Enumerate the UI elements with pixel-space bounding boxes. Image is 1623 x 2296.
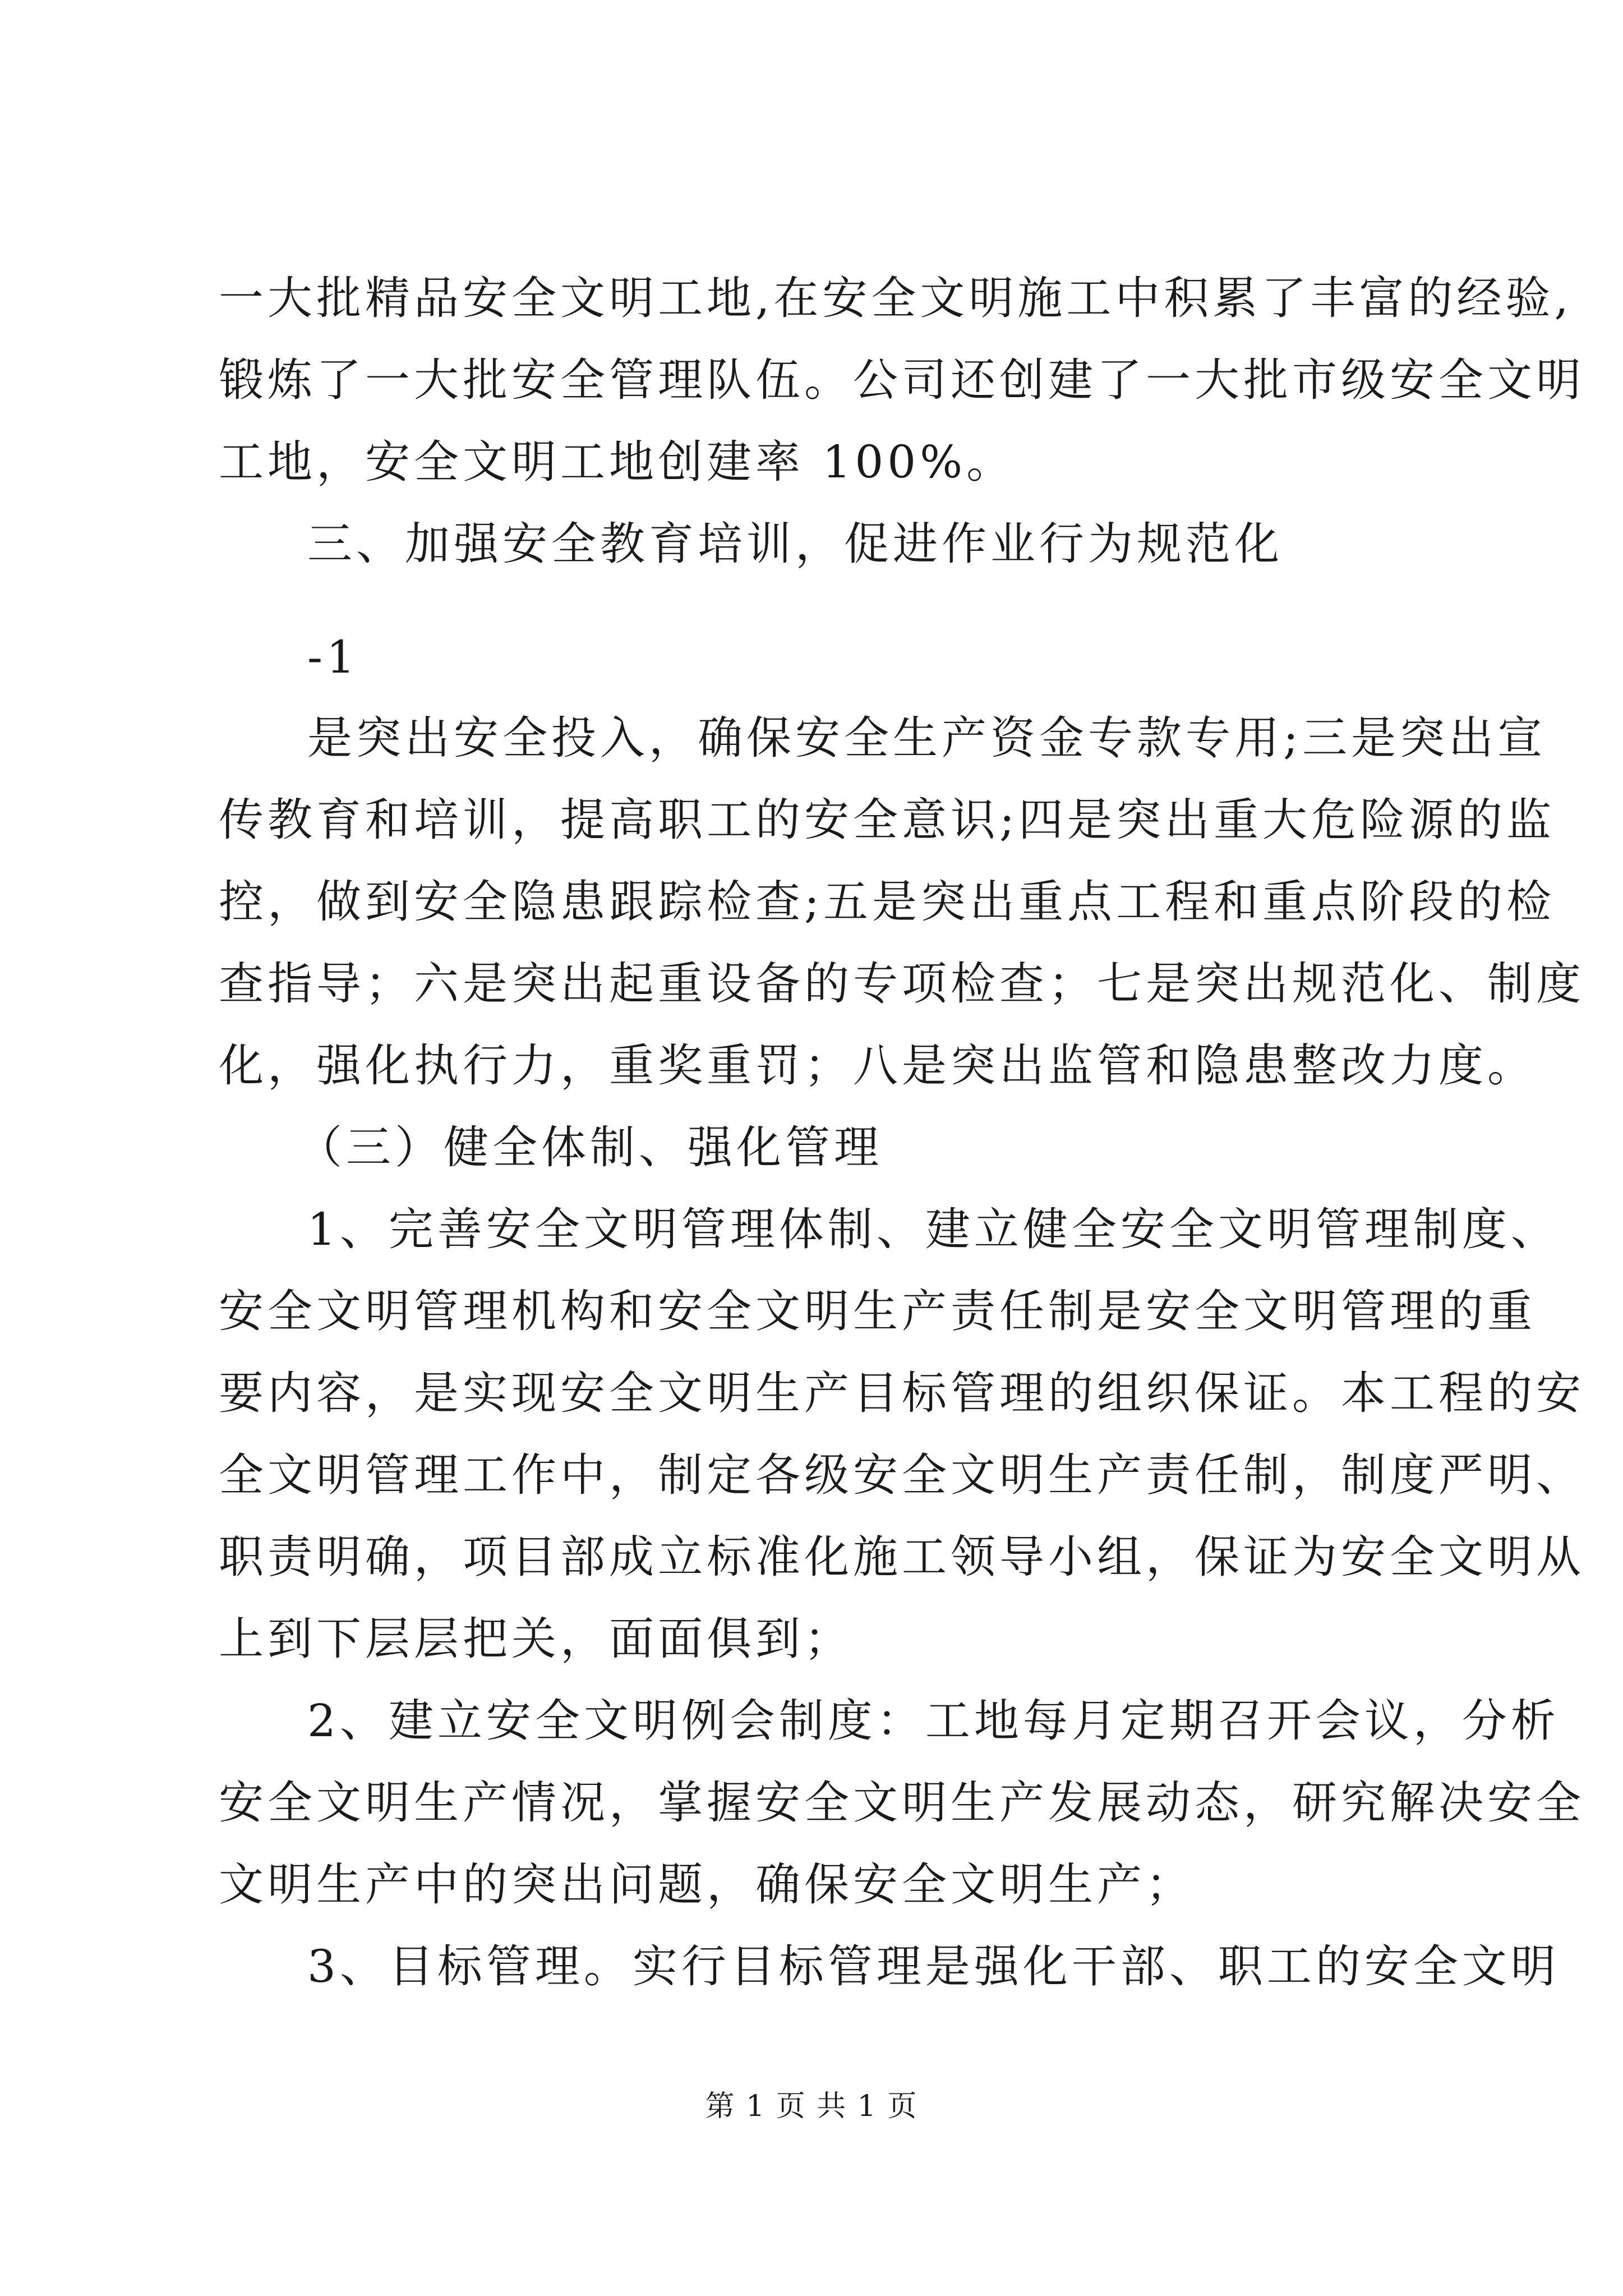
text-line-8: 控，做到安全隐患跟踪检查;五是突出重点工程和重点阶段的检 (219, 876, 1555, 928)
text-line-10: 化，强化执行力，重奖重罚；八是突出监管和隐患整改力度。 (219, 1039, 1536, 1092)
text-line-18: 2、建立安全文明例会制度：工地每月定期召开会议，分析 (307, 1695, 1560, 1747)
text-line-12: 1、完善安全文明管理体制、建立健全安全文明管理制度、 (307, 1203, 1560, 1255)
text-line-16: 职责明确，项目部成立标准化施工领导小组，保证为安全文明从 (219, 1531, 1585, 1583)
text-line-15: 全文明管理工作中，制定各级安全文明生产责任制，制度严明、 (219, 1449, 1585, 1501)
text-line-13: 安全文明管理机构和安全文明生产责任制是安全文明管理的重 (219, 1285, 1536, 1337)
text-line-17: 上到下层层把关，面面俱到； (219, 1613, 853, 1665)
text-line-2: 锻炼了一大批安全管理队伍。公司还创建了一大批市级安全文明 (219, 354, 1585, 406)
text-line-1: 一大批精品安全文明工地,在安全文明施工中积累了丰富的经验, (219, 272, 1573, 324)
text-line-19: 安全文明生产情况，掌握安全文明生产发展动态，研究解决安全 (219, 1777, 1585, 1829)
text-line-6: 是突出安全投入，确保安全生产资金专款专用;三是突出宣 (307, 712, 1546, 764)
page-footer: 第 1 页 共 1 页 (705, 2090, 918, 2123)
text-line-14: 要内容，是实现安全文明生产目标管理的组织保证。本工程的安 (219, 1367, 1585, 1419)
text-line-21: 3、目标管理。实行目标管理是强化干部、职工的安全文明 (307, 1940, 1560, 1993)
text-line-3: 工地，安全文明工地创建率 100%。 (219, 436, 1016, 488)
subsection-heading: （三）健全体制、强化管理 (297, 1121, 883, 1174)
section-heading: 三、加强安全教育培训，促进作业行为规范化 (307, 518, 1283, 570)
text-line-7: 传教育和培训，提高职工的安全意识;四是突出重大危险源的监 (219, 794, 1555, 846)
page-fragment-number: -1 (307, 631, 359, 683)
text-line-20: 文明生产中的突出问题，确保安全文明生产； (219, 1858, 1195, 1911)
text-line-9: 查指导；六是突出起重设备的专项检查；七是突出规范化、制度 (219, 958, 1585, 1010)
